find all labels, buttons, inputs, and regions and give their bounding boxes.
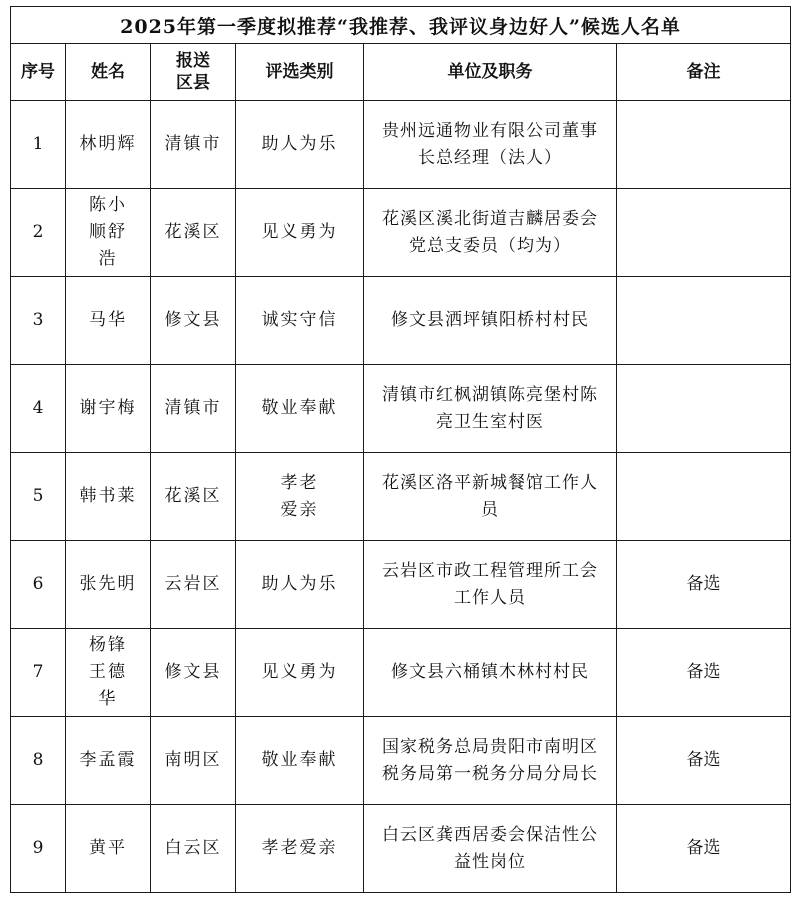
cell-category: 敬业奉献 — [236, 717, 364, 805]
cell-category: 孝老爱亲 — [236, 805, 364, 893]
cell-seq: 4 — [11, 365, 66, 453]
header-area-line1: 报送 — [176, 51, 210, 71]
header-area — [151, 44, 236, 101]
cell-name: 马华 — [66, 277, 151, 365]
cell-seq: 6 — [11, 541, 66, 629]
candidate-table — [10, 6, 791, 893]
cell-seq: 8 — [11, 717, 66, 805]
cell-seq: 7 — [11, 629, 66, 717]
cell-area: 修文县 — [151, 277, 236, 365]
table-row — [11, 101, 791, 189]
cell-seq: 3 — [11, 277, 66, 365]
cell-category: 见义勇为 — [236, 189, 364, 277]
cell-category: 见义勇为 — [236, 629, 364, 717]
cell-seq: 1 — [11, 101, 66, 189]
cell-note — [617, 101, 791, 189]
table-row — [11, 189, 791, 277]
candidate-list-sheet — [10, 6, 790, 893]
header-seq: 序号 — [11, 44, 66, 101]
cell-name: 林明辉 — [66, 101, 151, 189]
table-row — [11, 277, 791, 365]
cell-unit: 修文县六桶镇木林村村民 — [364, 629, 617, 717]
cell-note — [617, 189, 791, 277]
table-title: 2025年第一季度拟推荐“我推荐、我评议身边好人”候选人名单 — [11, 7, 791, 44]
cell-unit: 国家税务总局贵阳市南明区税务局第一税务分局分局长 — [364, 717, 617, 805]
header-unit: 单位及职务 — [364, 44, 617, 101]
cell-seq: 5 — [11, 453, 66, 541]
cell-category: 助人为乐 — [236, 101, 364, 189]
cell-area: 白云区 — [151, 805, 236, 893]
cell-area: 南明区 — [151, 717, 236, 805]
cell-unit: 云岩区市政工程管理所工会工作人员 — [364, 541, 617, 629]
header-name: 姓名 — [66, 44, 151, 101]
cell-unit: 贵州远通物业有限公司董事长总经理（法人） — [364, 101, 617, 189]
header-area-line2: 区县 — [176, 73, 210, 93]
cell-area: 清镇市 — [151, 365, 236, 453]
cell-name: 谢宇梅 — [66, 365, 151, 453]
cell-area: 清镇市 — [151, 101, 236, 189]
table-row — [11, 453, 791, 541]
cell-name: 张先明 — [66, 541, 151, 629]
cell-name: 陈小顺舒浩 — [66, 189, 151, 277]
table-row — [11, 365, 791, 453]
cell-area: 云岩区 — [151, 541, 236, 629]
cell-name: 李孟霞 — [66, 717, 151, 805]
cell-seq: 2 — [11, 189, 66, 277]
cell-unit: 白云区龚西居委会保洁性公益性岗位 — [364, 805, 617, 893]
cell-unit: 清镇市红枫湖镇陈亮堡村陈亮卫生室村医 — [364, 365, 617, 453]
cell-name: 杨锋王德华 — [66, 629, 151, 717]
cell-note — [617, 277, 791, 365]
cell-note: 备选 — [617, 717, 791, 805]
cell-category: 诚实守信 — [236, 277, 364, 365]
cell-category: 孝老爱亲 — [236, 453, 364, 541]
cell-note: 备选 — [617, 805, 791, 893]
cell-area: 花溪区 — [151, 453, 236, 541]
title-row — [11, 7, 791, 44]
cell-note — [617, 365, 791, 453]
header-row — [11, 44, 791, 101]
cell-name: 韩书莱 — [66, 453, 151, 541]
header-category: 评选类别 — [236, 44, 364, 101]
cell-note — [617, 453, 791, 541]
cell-note: 备选 — [617, 629, 791, 717]
cell-unit: 花溪区洛平新城餐馆工作人员 — [364, 453, 617, 541]
cell-seq: 9 — [11, 805, 66, 893]
cell-category: 助人为乐 — [236, 541, 364, 629]
cell-note: 备选 — [617, 541, 791, 629]
table-row — [11, 805, 791, 893]
cell-area: 花溪区 — [151, 189, 236, 277]
cell-name: 黄平 — [66, 805, 151, 893]
header-note: 备注 — [617, 44, 791, 101]
cell-category: 敬业奉献 — [236, 365, 364, 453]
table-row — [11, 629, 791, 717]
cell-unit: 修文县洒坪镇阳桥村村民 — [364, 277, 617, 365]
table-row — [11, 541, 791, 629]
cell-area: 修文县 — [151, 629, 236, 717]
cell-unit: 花溪区溪北街道吉麟居委会党总支委员（均为） — [364, 189, 617, 277]
table-row — [11, 717, 791, 805]
